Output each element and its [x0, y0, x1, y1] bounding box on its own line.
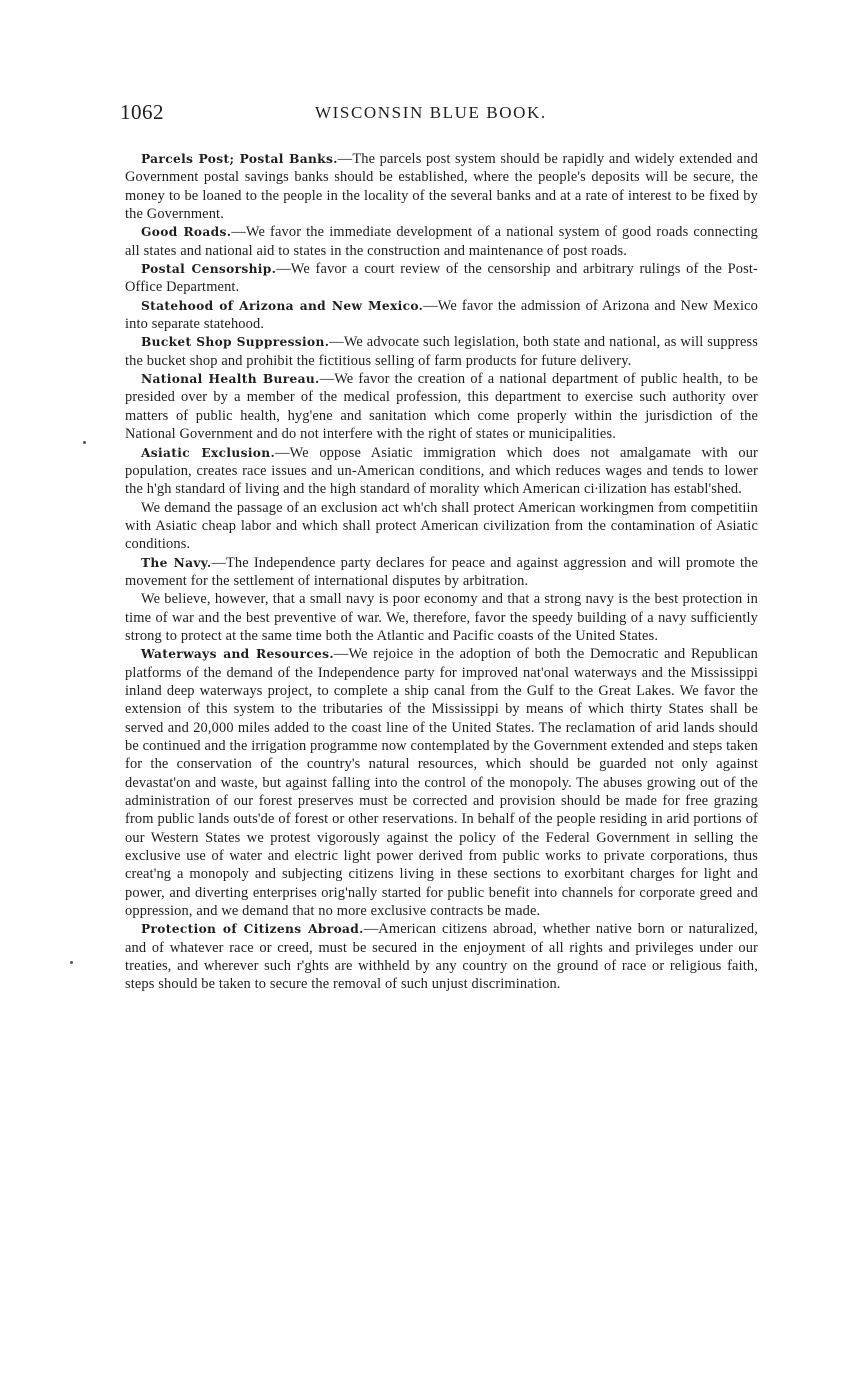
paragraph-navy-continued — [125, 590, 758, 645]
paragraph-text: —We favor the creation of a national department of public health, to be presided over by a member of the medical profession, this department to exercise such authority over matters of public health, hyg'ene and sanitation which come properly within the jurisdiction of the National Government and do not interfere with the right of states or municipalities. — [125, 371, 758, 443]
paragraph-exclusion-act — [125, 499, 758, 554]
section-heading: Postal Censorship. — [141, 262, 277, 277]
paragraph-bucket-shop — [125, 333, 758, 370]
paragraph-waterways — [125, 645, 758, 920]
section-heading: Parcels Post; Postal Banks. — [141, 152, 338, 166]
section-heading: Protection of Citizens Abroad. — [141, 922, 364, 937]
paragraph-text: —We oppose Asiatic immigration which does not amalgamate with our population, creates race issues and un-American conditions, and which reduces wages and tends to lower the h'gh standard of living and the high standard of morality which American ci∙ilization has establ'shed. — [125, 444, 758, 498]
page-number: 1062 — [120, 100, 164, 124]
paragraph-text: —The Independence party declares for peace and against aggression and will promote the movement for the settlement of international disputes by arbitration. — [125, 554, 758, 589]
scan-speck — [70, 961, 73, 964]
section-heading: Asiatic Exclusion. — [141, 445, 276, 460]
section-heading: Waterways and Resources. — [141, 647, 334, 662]
paragraph-asiatic-exclusion — [125, 444, 758, 499]
paragraph-health-bureau — [125, 370, 758, 443]
paragraph-citizens-abroad — [125, 920, 758, 993]
body-text — [125, 150, 758, 994]
paragraph-text: We demand the passage of an exclusion act wh'ch shall protect American workingmen from competitiin with Asiatic cheap labor and which shall protect American civilization from the contamination of Asiatic conditions. — [125, 499, 758, 553]
paragraph-parcels-post — [125, 150, 758, 223]
paragraph-text: —We favor the immediate development of a national system of good roads connecting all states and national aid to states in the construction and maintenance of post roads. — [125, 224, 758, 259]
section-heading: Bucket Shop Suppression. — [141, 335, 330, 350]
paragraph-text: —We advocate such legislation, both state and national, as will suppress the bucket shop and prohibit the fictitious selling of farm products for future delivery. — [125, 334, 759, 369]
paragraph-statehood — [125, 297, 758, 334]
section-heading: Good Roads. — [141, 225, 232, 240]
page-header — [120, 100, 760, 130]
paragraph-navy — [125, 554, 758, 591]
scan-speck — [83, 441, 86, 444]
section-heading: National Health Bureau. — [141, 372, 320, 387]
paragraph-text: —The parcels post system should be rapidly and widely extended and Government postal savings banks should be established, where the people's deposits will be secure, the money to be loaned to the people in the locality of the several banks and at a rate of interest to be fixed by the Government. — [125, 151, 758, 223]
running-head: WISCONSIN BLUE BOOK. — [315, 103, 547, 122]
paragraph-text: —We rejoice in the adoption of both the Democratic and Republican platforms of the demand of the Independence party for improved nat'onal waterways and the Mississippi inland deep waterways project, to complete a ship canal from the Gulf to the Great Lakes. We favor the extension of this system to the tributaries of the Mississippi by means of which thirty States shall be served and 20,000 miles added to the coast line of the United States. The reclamation of arid lands should be continued and the irrigation programme now contemplated by the Government extended and steps taken for the conservation of the country's natural resources, which should be guarded not only against devastat'on and waste, but against falling into the control of the monopoly. The abuses growing out of the administration of our forest preserves must be corrected and provision should be made for free grazing from public lands outs'de of forest or other reservations. In behalf of the people residing in arid portions of our Western States we protest vigorously against the policy of the Federal Government in selling the exclusive use of water and electric light power derived from public works to private corporations, thus creat'ng a monopoly and subjecting citizens living in these sections to exorbitant charges for light and power, and diverting enterprises orig'nally started for public benefit into channels for corporate greed and oppression, and we demand that no more exclusive contracts be made. — [125, 646, 758, 920]
paragraph-good-roads — [125, 223, 758, 260]
section-heading: The Navy. — [141, 555, 212, 570]
paragraph-text: —We favor a court review of the censorship and arbitrary rulings of the Post-Office Department. — [125, 261, 758, 296]
paragraph-text: —American citizens abroad, whether native born or naturalized, and of whatever race or creed, must be secured in the enjoyment of all rights and privileges under our treaties, and wherever such r'ghts are withheld by any country on the ground of race or religious faith, steps should be taken to secure the removal of such unjust discrimination. — [125, 921, 758, 993]
paragraph-text: —We favor the admission of Arizona and New Mexico into separate statehood. — [125, 297, 758, 333]
paragraph-text: We believe, however, that a small navy is poor economy and that a strong navy is the best protection in time of war and the best preventive of war. We, therefore, favor the speedy building of a navy sufficiently strong to protect at the same time both the Atlantic and Pacific coasts of the United States. — [125, 591, 758, 644]
section-heading: Statehood of Arizona and New Mexico. — [141, 298, 424, 313]
paragraph-postal-censorship — [125, 260, 758, 297]
